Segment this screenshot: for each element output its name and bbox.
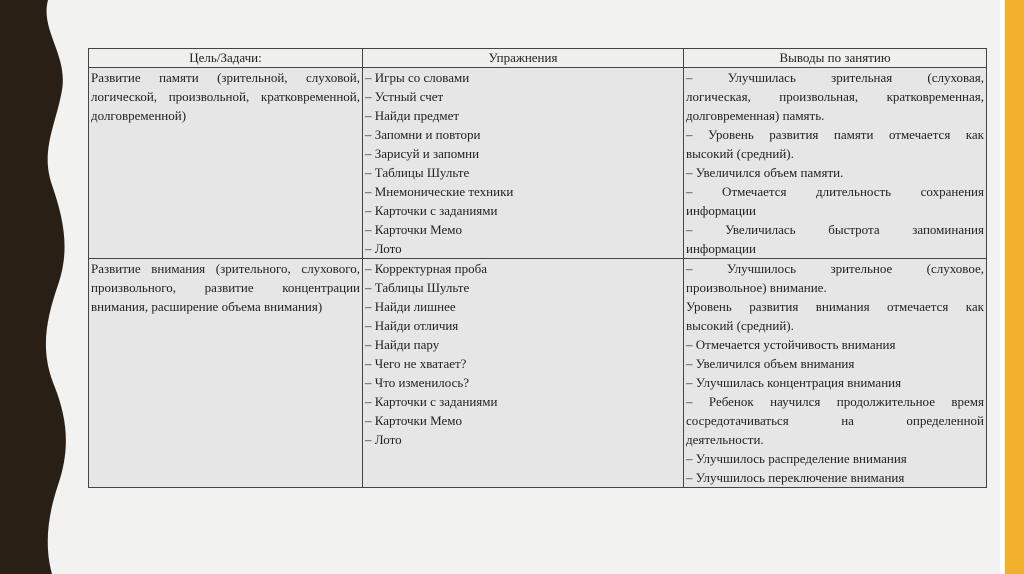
result-line: – Улучшилось зрительное (слуховое, (686, 261, 984, 276)
header-results: Выводы по занятию (684, 49, 987, 68)
goal-cell (89, 68, 363, 259)
result-line: – Уровень развития памяти отмечается как (686, 127, 984, 142)
decorative-left-band (0, 0, 72, 574)
result-line: – Улучшилась концентрация внимания (686, 375, 902, 390)
result-line: – Улучшилось распределение внимания (686, 451, 907, 466)
exercise-item: – Игры со словами (365, 70, 470, 85)
table-row (89, 259, 987, 488)
result-line: – Увеличился объем внимания (686, 356, 855, 371)
result-line: долговременная) память. (686, 108, 825, 123)
exercise-item: – Найди лишнее (365, 299, 456, 314)
result-line: логическая, произвольная, кратковременная, (686, 89, 984, 104)
result-line: сосредотачиваться на определенной (686, 413, 984, 428)
result-line: – Улучшилось переключение внимания (686, 470, 905, 485)
lesson-table (88, 48, 987, 488)
results-cell (684, 68, 987, 259)
exercise-item: – Карточки Мемо (365, 222, 462, 237)
exercise-item: – Устный счет (365, 89, 444, 104)
exercise-item: – Что изменилось? (365, 375, 470, 390)
goal-text: Развитие внимания (зрительного, слухового, произвольного, развитие концентрации внимания, расширение объема внимания) (91, 261, 360, 314)
exercise-item: – Карточки с заданиями (365, 203, 498, 218)
result-line: произвольное) внимание. (686, 280, 827, 295)
exercise-item: – Лото (365, 241, 402, 256)
exercise-item: – Найди предмет (365, 108, 460, 123)
exercise-item: – Найди пару (365, 337, 440, 352)
exercise-item: – Таблицы Шульте (365, 165, 470, 180)
exercises-cell (363, 68, 684, 259)
table-row (89, 68, 987, 259)
result-line: – Ребенок научился продолжительное время (686, 394, 984, 409)
result-line: высокий (средний). (686, 146, 794, 161)
exercise-item: – Зарисуй и запомни (365, 146, 480, 161)
result-line: информации (686, 241, 756, 256)
result-line: – Отмечается устойчивость внимания (686, 337, 896, 352)
exercise-item: – Чего не хватает? (365, 356, 467, 371)
result-line: – Улучшилась зрительная (слуховая, (686, 70, 984, 85)
exercise-item: – Запомни и повтори (365, 127, 481, 142)
header-exercises: Упражнения (363, 49, 684, 68)
exercise-item: – Карточки с заданиями (365, 394, 498, 409)
exercise-item: – Мнемонические техники (365, 184, 514, 199)
exercise-item: – Лото (365, 432, 402, 447)
goal-text: Развитие памяти (зрительной, слуховой, логической, произвольной, кратковременной, долговременной) (91, 70, 360, 123)
header-goal: Цель/Задачи: (89, 49, 363, 68)
result-line: Уровень развития внимания отмечается как (686, 299, 984, 314)
exercise-item: – Карточки Мемо (365, 413, 462, 428)
result-line: – Отмечается длительность сохранения (686, 184, 984, 199)
exercises-cell (363, 259, 684, 488)
exercise-item: – Таблицы Шульте (365, 280, 470, 295)
exercise-item: – Корректурная проба (365, 261, 487, 276)
result-line: высокий (средний). (686, 318, 794, 333)
table-header-row (89, 49, 987, 68)
result-line: информации (686, 203, 756, 218)
result-line: – Увеличилась быстрота запоминания (686, 222, 984, 237)
goal-cell (89, 259, 363, 488)
results-cell (684, 259, 987, 488)
accent-band (1005, 0, 1024, 574)
exercise-item: – Найди отличия (365, 318, 459, 333)
result-line: деятельности. (686, 432, 764, 447)
result-line: – Увеличился объем памяти. (686, 165, 844, 180)
